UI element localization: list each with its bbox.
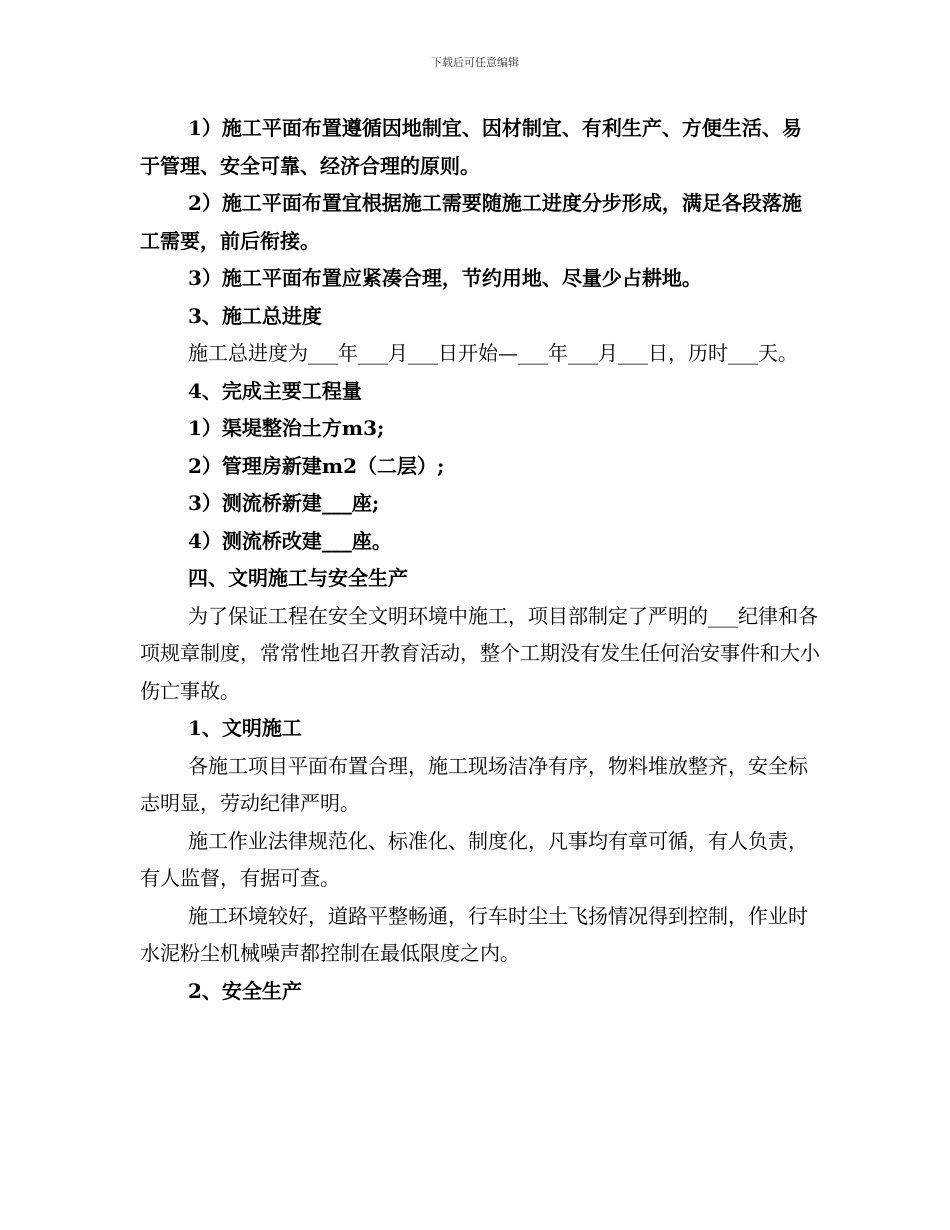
section-heading-civilization-safety: 四、文明施工与安全生产 xyxy=(188,566,408,590)
paragraph-schedule: 施工总进度为___年___月___日开始—___年___月___日，历时___天。 xyxy=(188,341,798,365)
document-body xyxy=(140,110,820,1010)
quantity-item-4: 4）测流桥改建___座。 xyxy=(188,528,392,553)
section-heading-quantities: 4、完成主要工程量 xyxy=(188,378,362,403)
paragraph-2: 2）施工平面布置宜根据施工需要随施工进度分步形成，满足各段落施工需要，前后衔接。 xyxy=(140,191,802,253)
page-header: 下载后可任意编辑 xyxy=(431,56,519,69)
subheading-safety-production: 2、安全生产 xyxy=(188,978,302,1003)
section-heading-schedule: 3、施工总进度 xyxy=(188,303,322,328)
quantity-item-2: 2）管理房新建m2（二层）; xyxy=(188,453,445,478)
paragraph-1: 1）施工平面布置遵循因地制宜、因材制宜、有利生产、方便生活、易于管理、安全可靠、经济合理的原则。 xyxy=(140,116,802,178)
paragraph-environment: 施工环境较好，道路平整畅通，行车时尘土飞扬情况得到控制，作业时水泥粉尘机械噪声都控制在最低限度之内。 xyxy=(140,903,808,965)
paragraph-layout: 各施工项目平面布置合理，施工现场洁净有序，物料堆放整齐，安全标志明显，劳动纪律严明。 xyxy=(140,753,808,815)
quantity-item-3: 3）测流桥新建___座; xyxy=(188,491,380,515)
paragraph-3: 3）施工平面布置应紧凑合理，节约用地、尽量少占耕地。 xyxy=(188,266,702,290)
quantity-item-1: 1）渠堤整治土方m3; xyxy=(188,416,385,440)
subheading-civilized-construction: 1、文明施工 xyxy=(188,716,302,740)
paragraph-standardization: 施工作业法律规范化、标准化、制度化，凡事均有章可循，有人负责，有人监督，有据可查。 xyxy=(140,828,808,890)
paragraph-civilization-intro: 为了保证工程在安全文明环境中施工，项目部制定了严明的___纪律和各项规章制度，常常性地召开教育活动，整个工期没有发生任何治安事件和大小伤亡事故。 xyxy=(140,603,820,703)
